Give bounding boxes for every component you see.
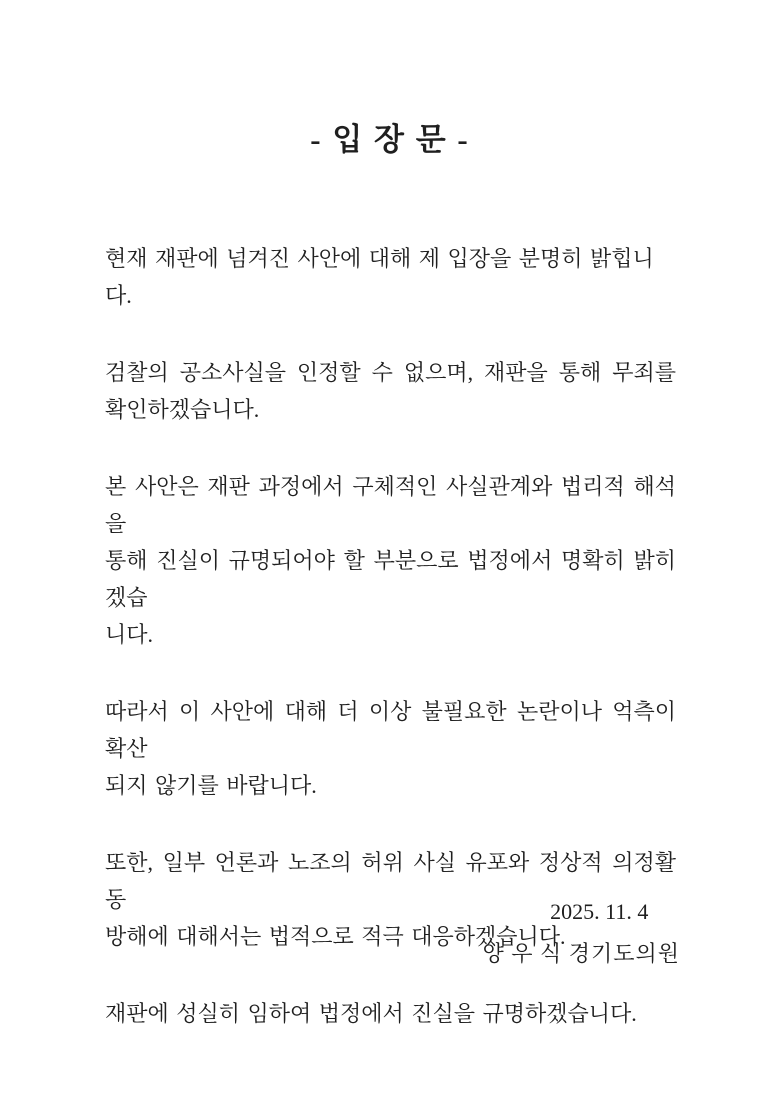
paragraph [105, 240, 676, 314]
paragraph [105, 693, 676, 804]
paragraph-line: 현재 재판에 넘겨진 사안에 대해 제 입장을 분명히 밝힙니다. [105, 246, 654, 308]
paragraph-line: 따라서 이 사안에 대해 더 이상 불필요한 논란이나 억측이 확산 [105, 699, 676, 761]
paragraph-line: 또한, 일부 언론과 노조의 허위 사실 유포와 정상적 의정활동 [105, 850, 676, 912]
paragraph-line: 통해 진실이 규명되어야 할 부분으로 법정에서 명확히 밝히겠습 [105, 548, 676, 610]
paragraph-line: 검찰의 공소사실을 인정할 수 없으며, 재판을 통해 무죄를 [105, 360, 676, 385]
paragraph-line: 니다. [105, 622, 154, 647]
paragraph [105, 468, 676, 653]
paragraph-line: 되지 않기를 바랍니다. [105, 773, 317, 798]
paragraph-line: 재판에 성실히 임하여 법정에서 진실을 규명하겠습니다. [105, 1001, 637, 1026]
paragraph-line: 본 사안은 재판 과정에서 구체적인 사실관계와 법리적 해석을 [105, 474, 676, 536]
paragraph [105, 995, 676, 1032]
paragraph-line: 방해에 대해서는 법적으로 적극 대응하겠습니다. [105, 924, 566, 949]
signature-block [482, 896, 680, 970]
document-title: - 입 장 문 - [310, 122, 470, 157]
paragraph [105, 354, 676, 428]
signature-line: 양 우 식 경기도의원 [482, 941, 680, 966]
paragraph-line: 확인하겠습니다. [105, 397, 260, 422]
statement-date: 2025. 11. 4 [550, 899, 649, 924]
